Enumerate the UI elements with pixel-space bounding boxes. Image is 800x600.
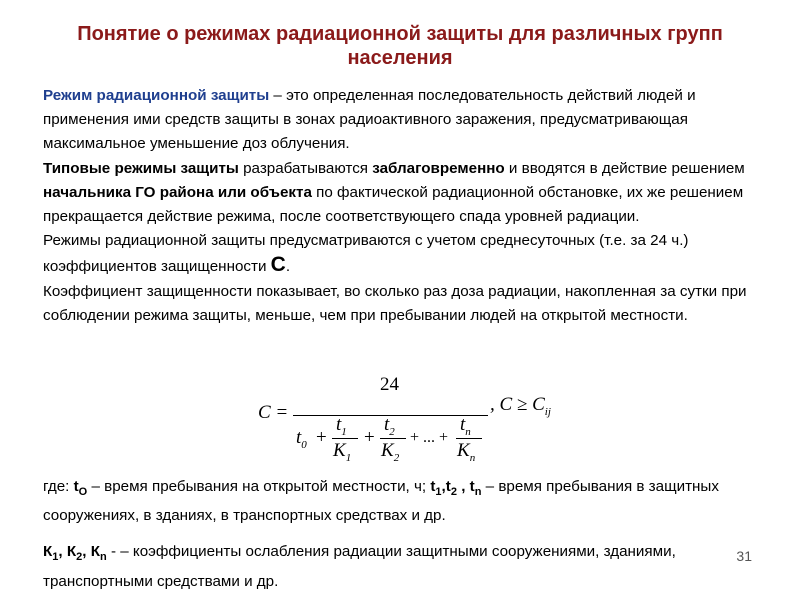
paragraph-daily-coefficients xyxy=(43,229,763,279)
symbol-t1: $t_1$ xyxy=(430,478,442,499)
bold-in-advance: заблаговременно xyxy=(372,159,505,177)
symbol-t0: $t_O$ xyxy=(73,478,88,499)
daily-coefficients-end: . xyxy=(285,258,291,276)
term-typical-modes: Типовые режимы защиты xyxy=(43,159,239,177)
formula-notes xyxy=(43,475,763,594)
note-time-definitions: где: $t_O$ – время пребывания на открытой местности, ч; $t_1,t_2$ , $t_n$ – время пребывания в защитных сооружениях, в зданиях, в транспортных средствах и др. xyxy=(43,478,719,525)
paragraph-coefficient-meaning: Коэффициент защищенности показывает, во сколько раз доза радиации, накопленная за сутки при соблюдении режима защиты, меньше, чем при пребывании людей на открытой местности. xyxy=(43,282,747,324)
formula-t2: $t_2$ xyxy=(384,414,395,438)
protection-coefficient-formula xyxy=(258,373,558,463)
symbol-tn: $t_n$ xyxy=(469,478,482,499)
coefficient-c-symbol: С xyxy=(270,253,286,277)
slide-title: Понятие о режимах радиационной защиты для различных групп населения xyxy=(77,23,723,69)
formula-t1: $t_1$ xyxy=(336,414,347,438)
note-where: где: xyxy=(43,478,74,495)
note-k-text: - – коэффициенты ослабления радиации защитными сооружениями, зданиями, транспортными средствами и др. xyxy=(43,543,676,590)
paragraph-definition xyxy=(43,84,763,157)
page-number: 31 xyxy=(736,548,752,564)
note-ti-text: – время пребывания в защитных сооружениях, в зданиях, в транспортных средствах и др. xyxy=(43,478,719,525)
formula-k2: $K_2$ xyxy=(381,440,400,464)
note-attenuation-coefficients: $К_1$, $К_2$, $К_n$ - – коэффициенты ослабления радиации защитными сооружениями, зданиями, транспортными средствами и др. xyxy=(43,543,676,590)
paragraph-typical-modes xyxy=(43,157,763,230)
symbol-k1: $К_1$ xyxy=(43,543,59,564)
formula-kn: $K_n$ xyxy=(457,440,476,464)
formula-tn: $t_n$ xyxy=(460,414,471,438)
formula-fraction-bar-1 xyxy=(332,438,358,439)
typical-modes-text-1: разрабатываются xyxy=(238,159,373,177)
definition-text: – это определенная последовательность действий людей и применения ими средств защиты в зонах радиоактивного заражения, предусматривающая максимальное уменьшение доз облучения. xyxy=(43,87,696,153)
typical-modes-text-2: и вводятся в действие решением xyxy=(504,159,745,177)
daily-coefficients-text: Режимы радиационной защиты предусматриваются с учетом среднесуточных (т.е. за 24 ч.) коэффициентов защищенности xyxy=(43,232,689,276)
formula-plus-2: + xyxy=(364,427,375,448)
formula-t0: $t_0$ xyxy=(296,427,307,451)
bold-go-chief: начальника ГО района или объекта xyxy=(43,183,312,201)
formula-plus-1: + xyxy=(316,427,327,448)
formula-fraction-bar-n xyxy=(456,438,482,439)
formula-fraction-bar-2 xyxy=(380,438,406,439)
formula-numerator: 24 xyxy=(380,374,399,395)
term-radiation-protection-mode: Режим радиационной защиты xyxy=(43,87,270,104)
formula-k1: $K_1$ xyxy=(333,440,352,464)
typical-modes-text-3: по фактической радиационной обстановке, их же решением прекращается действие режима, после соответствующего спада уровней радиации. xyxy=(43,183,744,226)
symbol-k2: $К_2$ xyxy=(66,543,83,564)
slide-body xyxy=(43,84,763,328)
symbol-t2: $t_2$ xyxy=(445,478,457,499)
formula-condition: , $C \ge C_{ij}$ xyxy=(490,394,551,418)
formula-dots: + ... + xyxy=(410,429,449,446)
symbol-kn: $К_n$ xyxy=(90,543,107,564)
note-t0-text: – время пребывания на открытой местности, ч; xyxy=(87,478,431,495)
formula-lhs: C = xyxy=(258,402,289,423)
